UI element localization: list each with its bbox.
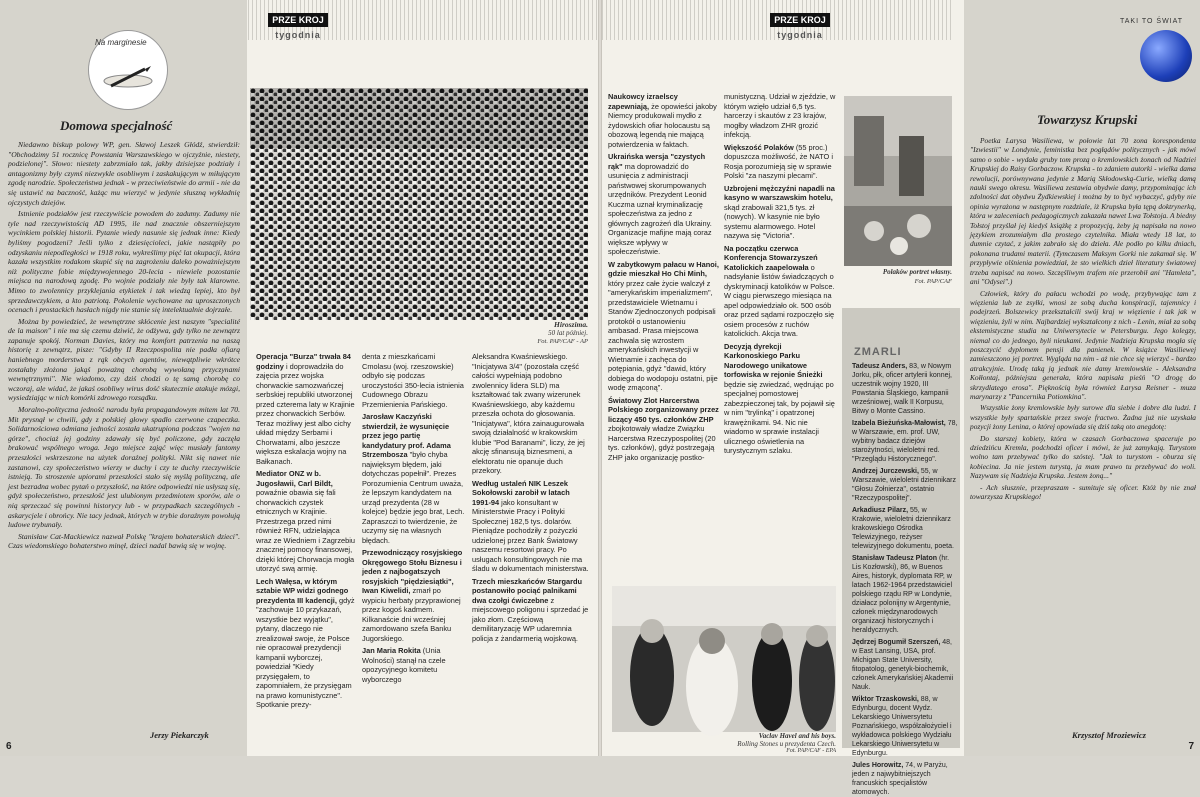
news-text: gdyż "zachowuje 10 przykazań, wszystkie bez wyjątku", pytany, dlaczego nie zrealizował swoje, że Polsce nie opracował prezydencji kampanii wyborczej, powiedział "Kiedy przysięgałem, to zapomniałem, że przysięgam na prawo komunistyczne". Spotkanie prezy-: [256, 595, 355, 709]
news-item: [608, 152, 720, 257]
photo-caption-title: Hiroszima.: [554, 320, 588, 329]
news-text: skąd zrabowali 321,5 tys. zł (nowych). W kasynie nie było systemu alarmowego. Hotel nazywa się "Victoria".: [724, 202, 820, 240]
news-text: będzie się zwiedzać, wędrując po specjalnej pomostowej zabezpieczonej tak, by pojawił się w nim "trylinką" i opatrzonej krawężnikami. 94. Nic nie wiadomo w sprawie instalacji ulicznego oświetlenia na turystycznym szlaku.: [724, 379, 835, 455]
obit-entry: [852, 554, 958, 635]
market-scene-image: [844, 96, 952, 266]
obit-entry: [852, 362, 958, 416]
news-lead: Decyzją dyrekcji Karkonoskiego Parku Narodowego unikatowe torfowiska w rejonie Śnieżki: [724, 341, 823, 379]
news-lead: Ukraińska wersja "czystych rąk": [608, 152, 706, 171]
przekroj-badge: [268, 10, 328, 40]
commentary-paragraph: Można by powiedzieć, że wewnętrzne skłócenie jest naszym "specialité de la maison" i nie ma się czemu dziwić, że odżywa, gdy tylko ne zewnątrz zapanuje spokój. Norman Davies, który ma komfort patrzenia na naszą historię z zewnątrz, pisze: "Gdyby II Rzeczpospolita nie padła ofiarą haniebnego morderstwa z rąk obcych agentów, niewątpliwie wkrótce zostałaby złożona jakąś poważną chorobą wywołaną przyczynami wewnętrznymi". Nie wiadomo, czy dziś chodzi o tę samą chorobę co wczoraj, ale widać, że jakaś osobliwy wirus dość skutecznie atakuje mózgi, wysiedziając w nich komórki zdrowego rozsądku.: [8, 316, 240, 403]
news-column-1: [256, 352, 356, 742]
news-lead: Na początku czerwca Konferencja Stowarzyszeń Katolickich zaapelowała: [724, 243, 818, 272]
commentary-paragraph: Stanisław Cat-Mackiewicz nazwał Polskę "krajem bohaterskich dzieci". Czas wiedomskiego bohaterstwo minęł, dzieci nadal bawią się w wojnę.: [8, 531, 240, 551]
article-headline: Domowa specjalność: [60, 118, 173, 133]
news-item: [362, 646, 466, 684]
news-lead: Według ustaleń NIK Leszek Sokołowski zarobił w latach 1991-94: [472, 478, 570, 507]
right-page: [602, 0, 1200, 796]
havel-stones-photo: [612, 586, 836, 732]
news-text: i doprowadziła do zajęcia przez wojska chorwackie samozwańczej serbskiej republiki utworzonej przed czterema laty w Krajinie przez chorwackich Serbów. Teraz możliwy jest albo cichy układ między Serbami i Chorwatami, albo jeszcze większa eskalacja wojny na Bałkanach.: [256, 361, 355, 466]
news-item: [362, 412, 466, 545]
news-item: [472, 577, 590, 644]
news-text: zbojkotowały władze Związku Harcerstwa Rzeczypospolitej (20 tys. członków), gdyż postrzegają ZHP jako organizację postko-: [608, 424, 716, 462]
obit-text: 83, w Nowym Jorku, płk, oficer artylerii konnej, uczestnik wojny 1920, III Powstania Śląskiego, kampanii wrześniowej, walk II Korpusu, Bitwy o Monte Cassino.: [852, 363, 952, 415]
photo1-caption: Polaków portret własny.: [882, 268, 952, 276]
obit-name: Jędrzej Bogumił Szerszeń,: [852, 639, 941, 646]
obit-entry: [852, 638, 958, 692]
obit-text: (hr. Lis Kozłowski), 86, w Buenos Aires, historyk, dyplomata RP, w latach 1962-1964 przedstawiciel polskiego rządu RP w Londynie, działacz polonijny w Argentynie, członek międzynarodowych organizacji historycznych i heraldycznych.: [852, 555, 953, 634]
obit-name: Stanisław Tadeusz Platon: [852, 555, 938, 562]
news-item: [256, 469, 356, 574]
news-text: (Unia Wolności) stanął na czele opozycyjnego komitetu wyborczego: [362, 646, 446, 684]
obit-name: Jules Horowitz,: [852, 762, 904, 769]
news-text: denta z mieszkańcami Cmolasu (woj. rzeszowskie) odbyło się podczas uroczystości 350-lecia istnienia Cudownego Obrazu Przemienienia Pańskiego.: [362, 352, 464, 409]
hiroshima-crowd-photo: [250, 88, 588, 320]
polish-portrait-photo: [844, 96, 952, 266]
feature-paragraph: Wszystkie żony kremlowskie były surowe dla siebie i dobre dla ludzi. I wszystkie były spartańskie przez swoje fractwo. Żadna już nie uzyskała pozycji żony Lenina, o której opowiada się dziś taką oto anegdotę:: [970, 403, 1196, 432]
news-column-2: [724, 92, 836, 592]
news-item: [256, 577, 356, 710]
commentary-paragraph: Istnienie podziałów jest rzeczywiście powodem do zadumy. Zadumy nie tyle nad rzeczywistością AD 1995, ile nad znacznie obszerniejszym wycinkiem polskiej historii. Pytanie wiedy nasunie się jednak inne: Kiedy byliśmy pogodzeni? Jeśli tylko z dziesięcioleci, jakie nastąpiły po odzyskaniu niepodległości w 1918 roku, wykreślimy pięć lat okupacji, która kazała wszystkim rodakom skupić się na zagrożeniu daleko poważniejszym niż polityczne fobie międzywojennego 20-lecia - niewiele pozostanie miejsca na narodową zgodę. Po wojnie podziały nie były tak klarowne. Mimo to zwolennicy przyklejania etykietek i tak wiedzą lepiej, kto był sprzedawczykiem, a kto patriotą. Pokolenie wychowane na uproszczonych ocenach i prostackich hasłach nigdy nie stanie się intelektualnie dojrzałe.: [8, 209, 240, 315]
obit-entry: [852, 467, 958, 503]
news-text: ma doprowadzić do usunięcia z administracji państwowej skorumpowanych urzędników. Prezydent Leonid Kuczma uznał kryminalizację społeczeństwa za jedno z głównych zagrożeń dla Ukrainy. Organizacje mafijne mają coraz większe wpływy w społeczeństwie.: [608, 161, 712, 256]
news-lead: Mediator ONZ w b. Jugosławii, Carl Bildt,: [256, 469, 333, 488]
news-item: [608, 260, 720, 393]
news-lead: Lech Wałęsa, w którym sztabie WP widzi godnego prezydenta III kadencji,: [256, 576, 349, 605]
news-text: z miejscowego poligonu i sprzedać je jako złom. Częściową demilitaryzację WP udaremnia policja z żandarmerią wojskową.: [472, 595, 589, 643]
section-logo-label: TAKI TO ŚWIAT: [1120, 18, 1184, 25]
feature-paragraph: Poetka Larysa Wasiliewa, w połowie lat 70 zona korespondenta "Izwiestii" w Londynie, feministka bez pogłądów politycznych - jak mówi samo o sobie - wydała gruby tom prozą o kremlowskich żonach od Nadziei Krupskiej do Raisy Gorbaczow. Krupska - to zdaniem autorki - wielka dama rewolucji, porównywana jedynie z Marią Skłodowską-Curie, wielką damą nauki swego okresu. Wasiliewa zestawia obydwie damy, przypominając ich zdolności dat obydwu Żydkiewskiej i można by to być wybaczyć, gdyby nie opinia wyrażona w następnym rozdziale, iż Krupska była tępą doktrynerką, która w zaleceniach pedagogicznych zakazała nawet Lwa Tołstoja. A biedny Tołstoj przyślał jej kiedyś książkę z propozycją, żeby ją napisała na nowo językiem zrozumiałym dla prostego czytelnika. Miała wtedy 18 lat, to dumnie czytać, z jakim zabrało się do dzieła. Ale podło po kilku dniach, pokonana trudami materii. (Tymczasem Maksym Gorki nie zakamał się. W przypływie olśnienia powiedział, że sto wielkich dzieł literatury światowej trzeba napisać na nowo. Szczęśliwym trafem nie przerobił ani "Hamleta", ani "Odysei".): [970, 136, 1196, 287]
news-item: [256, 352, 356, 466]
obit-text: 55, w Krakowie, wieloletni dziennikarz krakowskiego Ośrodka Telewizyjnego, reżyser telewizyjnego dokumentu, poeta.: [852, 507, 954, 550]
news-lead: Operacja "Burza" trwała 84 godziny: [256, 352, 351, 371]
news-text: zmarł po wypiciu herbaty przyprawionej przez kogoś kadmem. Kilkanaście dni wcześniej zamordowano szefa Banku Jugorskiego.: [362, 586, 461, 643]
obit-name: Tadeusz Anders,: [852, 363, 908, 370]
obit-name: Arkadiusz Pilarz,: [852, 507, 909, 514]
photo2-credit: Fot. PAP/CAF - EPA: [786, 748, 836, 754]
author-byline: Jerzy Piekarczyk: [150, 730, 209, 740]
news-text: munistyczną. Udział w zjeździe, w którym wzięło udział 6,5 tys. harcerzy i skautów z 23 krajów, mogłby władzom ZHR grozić infekcją.: [724, 92, 836, 139]
page-number: 7: [1188, 741, 1194, 752]
obit-text: 48, w East Lansing, USA, prof. Michigan State University, fitopatolog, genetyk-biochemik, członek Amerykańskiej Akademii Nauk.: [852, 639, 954, 691]
news-item: [472, 352, 590, 476]
news-item: [608, 92, 720, 149]
obit-text: 55, w Warszawie, wieloletni dziennikarz "Głosu Żołnierza", ostatnio "Rzeczypospolitej".: [852, 468, 957, 502]
news-text: jako konsultant w Ministerstwie Pracy i Polityki Społecznej 182,5 tys. dolarów. Pieniądze pochodziły z pożyczki udzielonej przez Bank Światowy naszemu resortowi pracy. Po usługach konsultingowych nie ma śladu w dokumentach ministerstwa.: [472, 497, 589, 573]
zmarli-label: ZMARLI: [854, 346, 902, 358]
news-text: że opowieści jakoby Niemcy produkowali mydło z żydowskich ofiar holocaustu są obozową legendą nie mającą potwierdzenia w faktach.: [608, 101, 717, 149]
obituaries-list: [852, 362, 958, 796]
section-logo-label: Na marginesie: [95, 38, 147, 47]
badge-title: PRZE KROJ: [268, 13, 328, 27]
obit-name: Wiktor Trzaskowski,: [852, 696, 919, 703]
obit-entry: [852, 419, 958, 464]
news-item: [724, 184, 836, 241]
group-photo-image: [612, 586, 836, 732]
obit-entry: [852, 695, 958, 758]
commentary-body: [8, 140, 240, 730]
news-lead: W zabytkowym pałacu w Hanoi, gdzie mieszkał Ho Chi Minh,: [608, 259, 719, 278]
news-lead: Przewodniczący rosyjskiego Okręgowego Stołu Biznesu i jeden z najbogatszych rosyjskich "piędziesiątki", Iwan Kiwelidi,: [362, 548, 463, 595]
news-item: [362, 548, 466, 643]
news-text: powaźnie obawia się fali chorwackich czystek etnicznych w Krajinie. Przestrzega przed nimi również RFN, udzielająca wraz ze Wiedniem i Zagrzebiu znacznej pomocy finansowej, dzięki której Chorwacja mogła utorzyć swą armię.: [256, 488, 355, 573]
photo1-credit: Fot. PAP/CAF: [914, 278, 952, 285]
obit-text: 74, w Paryżu, jeden z najwybitniejszych francuskich specjalistów atomowych.: [852, 762, 948, 796]
news-text: o nadsyłanie listów świadczących o dyskryminacji katolików w Polsce. W ciągu pierwszego miesiąca na apel odpowiedziało ok. 500 osób oraz przed sądami rozpoczęło się osiem procesów z ruchów katolickich. Akcja trwa.: [724, 262, 835, 338]
photo2-caption-line1: Vaclav Havel and his boys.: [758, 732, 836, 740]
commentary-paragraph: Moralno-polityczna jedność narodu była propagandowym mitem lat 70. Mit prysnął w chwili, gdy z polskiej głowy spadło czerwone czapeczka. Solidarnościowa odmiana jedności została ukatrupiona podczas "wojen na górze", chociaż jej godziny zdawały się być policzone, gdy zaczęła brakować wspólnego wroga. Jego miejsce zająć więc musiały fantomy przeszłości wskrzeszone na użytek doraźnej polityki. Nikt się nawet nie zastanowi, czy społeczeństwo wierzy w duchy i czy te duchy rzeczywiście istnieją. To stroszenie upiorami przeszłości stało się myślą polityczną, ale jest bezradna wobec pytań o przyszłość, na które odpowiedzi nie usłyszą się, gdyż społeczeństwo, przeszłość jest ulubionym przedmiotem sporów, ale o nią sprzeczać się powinni historycy lub - w przypadkach szczególnych - askarycjele i obrońcy. Nie tacy jednak, których w trybie doraźnym powołują ludowe trybunały.: [8, 405, 240, 530]
obit-text: 78, w Warszawie, em. prof. UW, wybitny badacz dziejów starożytności, wieloletni red. "Przeglądu Historycznego".: [852, 420, 958, 463]
badge-title: PRZE KROJ: [770, 13, 830, 27]
news-lead: Naukowcy izraelscy zapewniają,: [608, 92, 678, 111]
page-number: 6: [6, 741, 12, 752]
feature-headline: Towarzysz Krupski: [1037, 112, 1138, 127]
news-text: (55 proc.) dopuszcza możliwość, że NATO i Rosja porozumieją się w sprawie Polski "za naszymi plecami".: [724, 142, 833, 180]
photo2-caption-line2: Rolling Stones u prezydenta Czech.: [737, 740, 836, 748]
obit-name: Andrzej Jurczewski,: [852, 468, 919, 475]
photo-caption-sub: 50 lat później.: [548, 329, 588, 337]
commentary-paragraph: Niedawno biskup polowy WP, gen. Sławoj Leszek Głódź, stwierdził: "Obchodzimy 51 rocznicę Powstania Warszawskiego w ojczyźnie, niestety, podzielonej". Słowo: niestety zabrzmiało tak, jakby dzisiejsze podziały i antagonizmy były czymś niezwykle osobliwym i zaskakującym w miłującym zgodę narodzie. Społeczeństwa jednak - w przeciwieństwie do armii - nie da się ustawić na baczność, każąc mu wierzyć w jedynie słuszną wykładnię ojczystych dziejów.: [8, 140, 240, 207]
photo-credit: Fot. PAP/CAF - AP: [537, 338, 588, 345]
obit-name: Izabela Bieżuńska-Małowist,: [852, 420, 946, 427]
news-lead: Uzbrojeni mężczyźni napadli na kasyno w warszawskim hotelu,: [724, 183, 835, 202]
news-text: który przez całe życie walczył z "amerykańskim imperializmem", przedstawiciele Wietnamu i Stanów Zjednoczonych podpisali protokół o ustanowieniu ambasad. Prasa miejscowa zachwala się wzrostem amerykańskich inwestycji w Wietnamie i zachęca do potępiania, gdyż "dawid, który dobiega do wodopoju ostatni, pije wodę zmąconą".: [608, 278, 718, 392]
news-item: [362, 352, 466, 409]
globe-icon: [1140, 30, 1192, 82]
news-lead: Większość Polaków: [724, 142, 794, 152]
przekroj-badge: [770, 10, 830, 40]
left-page: [0, 0, 598, 756]
news-lead: Jarosław Kaczyński stwierdził, że wysunięcie przez jego partię kandydatury prof. Adama Strzembosza: [362, 412, 451, 459]
badge-subtitle: tygodnia: [275, 30, 321, 40]
crowd-image: [250, 88, 588, 320]
news-column-1: [608, 92, 720, 592]
feature-body: [970, 136, 1196, 730]
obit-entry: [852, 761, 958, 797]
news-item: [724, 143, 836, 181]
obit-entry: [852, 506, 958, 551]
feature-paragraph: Człowiek, który do pałacu wchodzi po wodę, przybywając tam z więzienia lub ze zsyłki, wnosi ze sobą ducha konspiracji, tajemnicy i podejrzeń. Bolszewicy przekształcili swój kraj w więzienie i tak jak w więzieniu, żyli w nim. Najbardziej wykształcony z nich - Lenin, miał za sobą ekstemistyczne studia na Uniwersytecie w Petersburgu. Jego kolegzy, niemal co do jednego, byli nieukami. Jedynie Nadzieja Krupska mogła się poszczycić dyplomem pensji dla panienek. W książce Wasiliewej zamieszczono jej portret. Wygląda na nim - aż nie chce się wierzyć - bardzo atrakcyjnie. Urodę taką ją jednak nie damy kremlowskie - Aleksandra Kołłontaj, późniejsza generała, która napisała pieśń "O drogę do skrzydlatego erosa". Pięknością była również Łarysa Reisner - muza marynarzy z "Pancernika Potiomkina".: [970, 288, 1196, 401]
news-column-3: [472, 352, 590, 742]
news-lead: Jan Maria Rokita: [362, 646, 421, 655]
author-byline: Krzysztof Mroziewicz: [1072, 730, 1146, 740]
obit-text: 88, w Edynburgu, docent Wydz. Lekarskiego Uniwersytetu Poznańskiego, współzałożyciel i wykładowca polskiego Wydziału Lekarskiego Uniwersytetu w Edynburgu.: [852, 696, 952, 757]
news-item: [472, 479, 590, 574]
news-text: Aleksandra Kwaśniewskiego. "Inicjatywa 3/4" (pozostała część całości wypełniają podobno zwolennicy lidera SLD) ma kształtować tak zwany wizerunek Kwaśniewskiego, aby każdemu przeszła ochota do głosowania. "Inicjatywa", która zainaugurowała swoją działalność w krakowskim klubie "Pod Baranami", liczy, że jej akcję sfinansują biznesmeni, a elektoratu nie opanuje duch przekory.: [472, 352, 585, 475]
news-column-2: [362, 352, 466, 742]
news-text: "było chyba najwięksym błędem, jaki dotychczas popełnił". Prezes Porozumienia Centrum uważa, że lepszym kandydatem na urząd prezydenta (28 w kolejce) będzie jego brat, Lech. Zapraszczi to twierdzenie, że uczymy się na własnych błędach.: [362, 450, 465, 545]
news-lead: Światowy Zlot Harcerstwa Polskiego zorganizowany przez liczący 450 tys. członków ZHP: [608, 395, 719, 424]
feature-paragraph: - Ach słusznie, przepraszam - sumituje się oficer. Któż by nie znał towarzysza Krupskiego!: [970, 482, 1196, 502]
news-item: [724, 342, 836, 456]
badge-subtitle: tygodnia: [777, 30, 823, 40]
news-item: [724, 92, 836, 140]
news-item: [608, 396, 720, 463]
news-item: [724, 244, 836, 339]
news-lead: Trzech mieszkańców Stargardu postanowiło pociąć palnikami dwa czołgi ćwiczebne: [472, 576, 583, 605]
feature-paragraph: Do starszej kobiety, która w czasach Gorbaczowa spaceruje po dziedzińcu Kremla, podchodzi oficer i mówi, że już zamykają. Turystom wolno tam przebywać tylko do szóstej. "Jak to turystom - oburza się kobiecina. Ja nie jestem turystą, ja mam prawo tu przebywać do woli. Nazywam się Nadzieja Krupska. Jestem żoną...": [970, 433, 1196, 481]
